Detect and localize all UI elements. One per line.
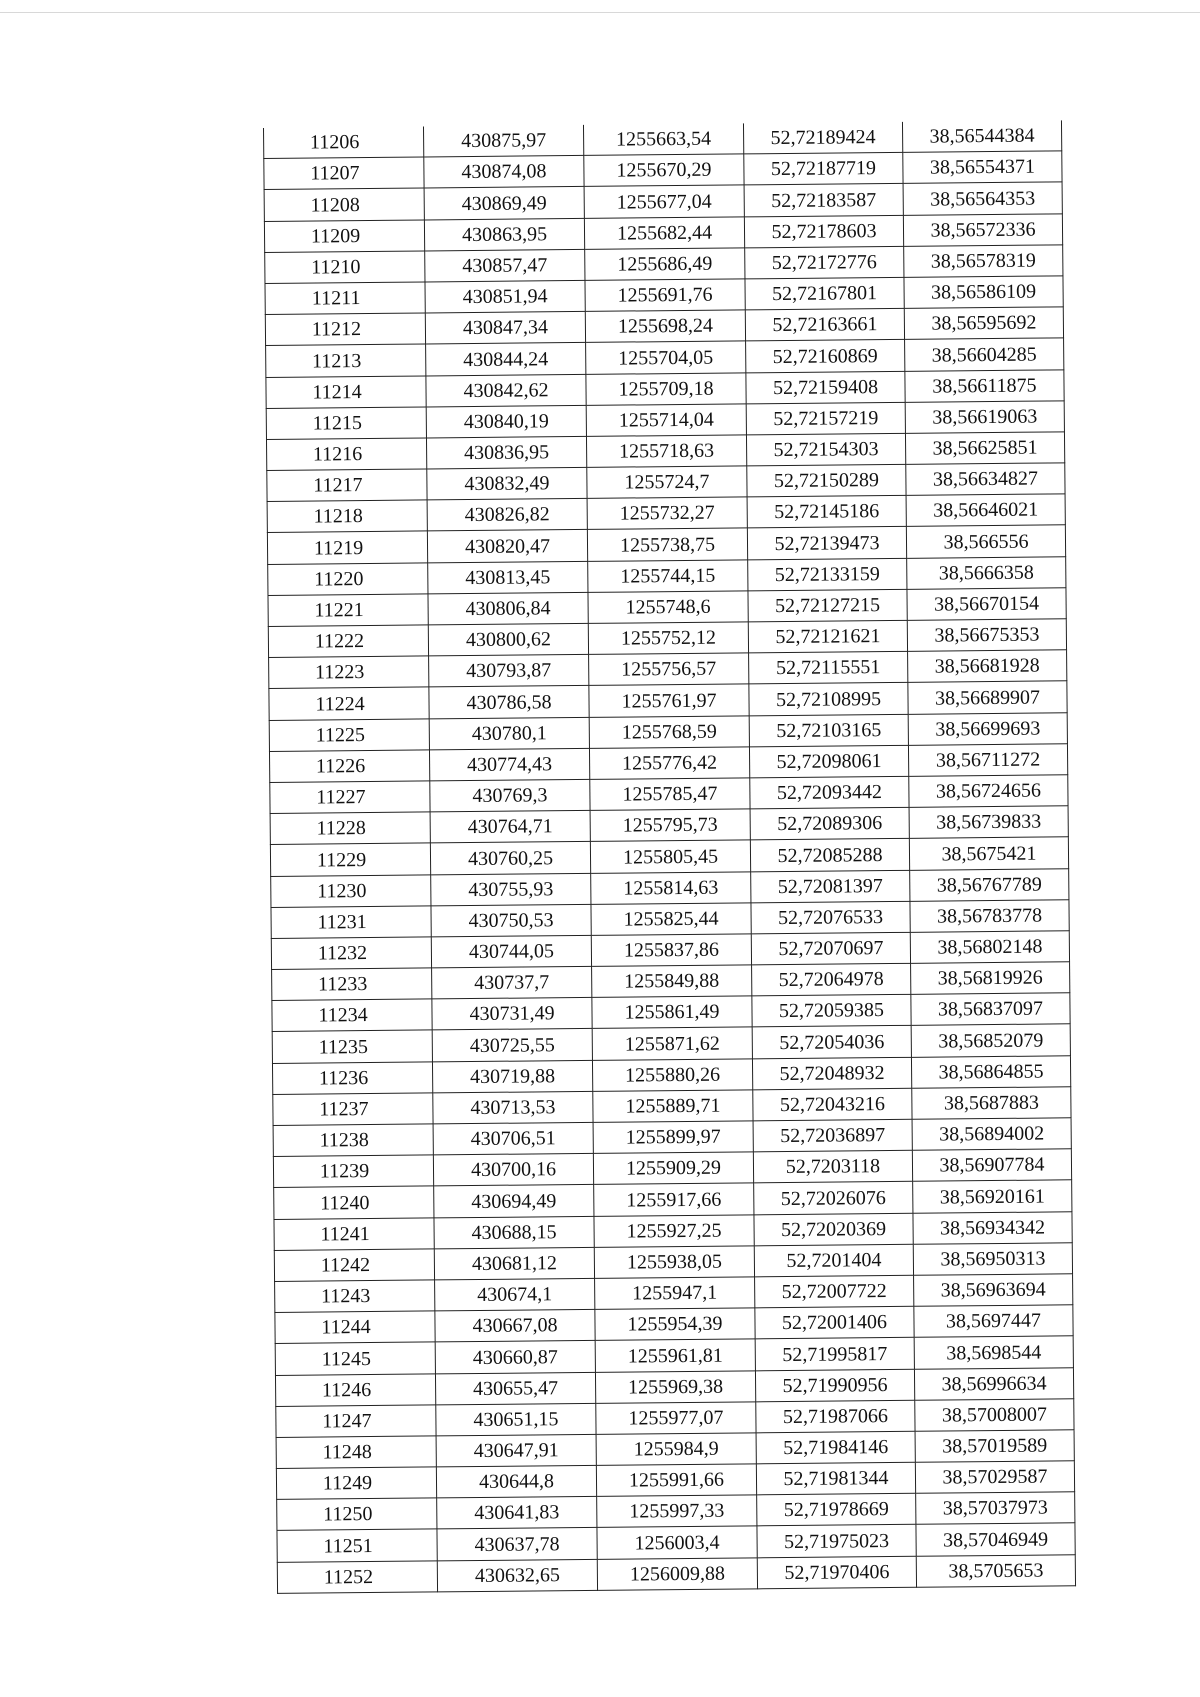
latitude-cell: 52,72133159 (748, 558, 907, 591)
y-coordinate-cell: 1255704,05 (586, 341, 746, 374)
y-coordinate-cell: 1255663,54 (583, 123, 743, 155)
latitude-cell: 52,72098061 (749, 745, 908, 778)
longitude-cell: 38,56852079 (911, 1024, 1070, 1057)
latitude-cell: 52,72127215 (748, 589, 907, 622)
y-coordinate-cell: 1255732,27 (587, 497, 747, 530)
x-coordinate-cell: 430875,97 (423, 125, 583, 157)
y-coordinate-cell: 1255849,88 (592, 965, 752, 998)
latitude-cell: 52,72026076 (754, 1182, 913, 1215)
point-number-cell: 11221 (268, 594, 428, 627)
y-coordinate-cell: 1255718,63 (586, 435, 746, 468)
x-coordinate-cell: 430755,93 (431, 873, 591, 906)
latitude-cell: 52,72159408 (746, 371, 905, 404)
y-coordinate-cell: 1255889,71 (593, 1090, 753, 1123)
y-coordinate-cell: 1255738,75 (587, 528, 747, 561)
y-coordinate-cell: 1255997,33 (597, 1495, 757, 1528)
latitude-cell: 52,72007722 (755, 1275, 914, 1308)
x-coordinate-cell: 430863,95 (424, 218, 584, 251)
x-coordinate-cell: 430725,55 (432, 1029, 592, 1062)
longitude-cell: 38,56724656 (909, 775, 1068, 808)
point-number-cell: 11230 (271, 874, 431, 907)
longitude-cell: 38,56564353 (903, 182, 1062, 215)
y-coordinate-cell: 1255814,63 (591, 871, 751, 904)
point-number-cell: 11211 (265, 282, 425, 315)
longitude-cell: 38,5697447 (914, 1305, 1073, 1338)
y-coordinate-cell: 1255917,66 (594, 1183, 754, 1216)
y-coordinate-cell: 1255698,24 (585, 310, 745, 343)
x-coordinate-cell: 430700,16 (433, 1154, 593, 1187)
y-coordinate-cell: 1255899,97 (593, 1121, 753, 1154)
longitude-cell: 38,56950313 (913, 1243, 1072, 1276)
y-coordinate-cell: 1255756,57 (589, 653, 749, 686)
longitude-cell: 38,56625851 (905, 432, 1064, 465)
point-number-cell: 11214 (266, 375, 426, 408)
y-coordinate-cell: 1255961,81 (595, 1339, 755, 1372)
x-coordinate-cell: 430786,58 (429, 686, 589, 719)
longitude-cell: 38,56864855 (911, 1055, 1070, 1088)
x-coordinate-cell: 430844,24 (426, 343, 586, 376)
x-coordinate-cell: 430760,25 (430, 842, 590, 875)
longitude-cell: 38,56837097 (911, 993, 1070, 1026)
point-number-cell: 11209 (264, 220, 424, 253)
table-row (277, 1554, 1075, 1593)
x-coordinate-cell: 430674,1 (435, 1278, 595, 1311)
x-coordinate-cell: 430688,15 (434, 1216, 594, 1249)
latitude-cell: 52,72108995 (749, 683, 908, 716)
latitude-cell: 52,72089306 (750, 807, 909, 840)
y-coordinate-cell: 1255991,66 (596, 1464, 756, 1497)
point-number-cell: 11206 (263, 126, 423, 158)
scan-edge-line (0, 12, 1200, 13)
longitude-cell: 38,56544384 (902, 120, 1061, 152)
longitude-cell: 38,56554371 (903, 151, 1062, 184)
x-coordinate-cell: 430764,71 (430, 811, 590, 844)
latitude-cell: 52,72163661 (745, 308, 904, 341)
y-coordinate-cell: 1255871,62 (592, 1027, 752, 1060)
point-number-cell: 11252 (277, 1561, 437, 1594)
y-coordinate-cell: 1255691,76 (585, 279, 745, 312)
point-number-cell: 11248 (276, 1436, 436, 1469)
longitude-cell: 38,5705653 (916, 1554, 1075, 1587)
longitude-cell: 38,56920161 (913, 1180, 1072, 1213)
longitude-cell: 38,56894002 (912, 1118, 1071, 1151)
latitude-cell: 52,72076533 (751, 901, 910, 934)
longitude-cell: 38,57046949 (916, 1523, 1075, 1556)
longitude-cell: 38,56783778 (910, 899, 1069, 932)
point-number-cell: 11238 (273, 1124, 433, 1157)
x-coordinate-cell: 430769,3 (430, 779, 590, 812)
x-coordinate-cell: 430637,78 (437, 1528, 597, 1561)
latitude-cell: 52,72145186 (747, 496, 906, 529)
latitude-cell: 52,72081397 (751, 870, 910, 903)
latitude-cell: 52,71987066 (756, 1400, 915, 1433)
longitude-cell: 38,57008007 (915, 1398, 1074, 1431)
x-coordinate-cell: 430842,62 (426, 374, 586, 407)
longitude-cell: 38,56634827 (906, 463, 1065, 496)
point-number-cell: 11220 (268, 563, 428, 596)
longitude-cell: 38,56767789 (910, 868, 1069, 901)
latitude-cell: 52,72064978 (752, 963, 911, 996)
x-coordinate-cell: 430793,87 (429, 655, 589, 688)
y-coordinate-cell: 1255984,9 (596, 1433, 756, 1466)
x-coordinate-cell: 430820,47 (427, 530, 587, 563)
x-coordinate-cell: 430806,84 (428, 592, 588, 625)
y-coordinate-cell: 1255977,07 (596, 1402, 756, 1435)
longitude-cell: 38,56963694 (914, 1274, 1073, 1307)
point-number-cell: 11235 (272, 1030, 432, 1063)
latitude-cell: 52,71984146 (756, 1431, 915, 1464)
y-coordinate-cell: 1255670,29 (584, 154, 744, 187)
x-coordinate-cell: 430857,47 (425, 249, 585, 282)
coordinates-table (263, 120, 1076, 1593)
point-number-cell: 11219 (267, 531, 427, 564)
longitude-cell: 38,56619063 (905, 401, 1064, 434)
x-coordinate-cell: 430826,82 (427, 499, 587, 532)
y-coordinate-cell: 1255825,44 (591, 903, 751, 936)
x-coordinate-cell: 430706,51 (433, 1122, 593, 1155)
latitude-cell: 52,72183587 (744, 184, 903, 217)
latitude-cell: 52,71970406 (757, 1556, 916, 1589)
point-number-cell: 11218 (267, 500, 427, 533)
longitude-cell: 38,57029587 (915, 1461, 1074, 1494)
point-number-cell: 11233 (272, 968, 432, 1001)
longitude-cell: 38,56819926 (911, 962, 1070, 995)
longitude-cell: 38,56907784 (912, 1149, 1071, 1182)
longitude-cell: 38,56675353 (907, 619, 1066, 652)
point-number-cell: 11239 (273, 1155, 433, 1188)
y-coordinate-cell: 1255752,12 (588, 622, 748, 655)
y-coordinate-cell: 1255805,45 (590, 840, 750, 873)
point-number-cell: 11240 (274, 1186, 434, 1219)
x-coordinate-cell: 430632,65 (437, 1559, 597, 1592)
x-coordinate-cell: 430851,94 (425, 280, 585, 313)
y-coordinate-cell: 1255761,97 (589, 684, 749, 717)
longitude-cell: 38,56646021 (906, 494, 1065, 527)
x-coordinate-cell: 430832,49 (427, 467, 587, 500)
longitude-cell: 38,5675421 (909, 837, 1068, 870)
longitude-cell: 38,57019589 (915, 1430, 1074, 1463)
y-coordinate-cell: 1255969,38 (595, 1370, 755, 1403)
y-coordinate-cell: 1255927,25 (594, 1214, 754, 1247)
latitude-cell: 52,72059385 (752, 995, 911, 1028)
point-number-cell: 11216 (266, 438, 426, 471)
x-coordinate-cell: 430780,1 (429, 717, 589, 750)
x-coordinate-cell: 430660,87 (435, 1341, 595, 1374)
y-coordinate-cell: 1255748,6 (588, 591, 748, 624)
latitude-cell: 52,72121621 (748, 620, 907, 653)
latitude-cell: 52,72085288 (750, 839, 909, 872)
x-coordinate-cell: 430641,83 (437, 1497, 597, 1530)
point-number-cell: 11232 (271, 937, 431, 970)
point-number-cell: 11225 (269, 718, 429, 751)
longitude-cell: 38,566556 (906, 525, 1065, 558)
point-number-cell: 11231 (271, 906, 431, 939)
x-coordinate-cell: 430800,62 (428, 623, 588, 656)
latitude-cell: 52,72043216 (753, 1088, 912, 1121)
latitude-cell: 52,72187719 (744, 153, 903, 186)
longitude-cell: 38,56611875 (905, 369, 1064, 402)
point-number-cell: 11223 (269, 656, 429, 689)
y-coordinate-cell: 1255776,42 (589, 747, 749, 780)
latitude-cell: 52,72160869 (746, 340, 905, 373)
point-number-cell: 11222 (268, 625, 428, 658)
longitude-cell: 38,5687883 (912, 1087, 1071, 1120)
coordinates-table-body (263, 120, 1075, 1593)
longitude-cell: 38,56586109 (904, 276, 1063, 309)
y-coordinate-cell: 1255686,49 (585, 248, 745, 281)
longitude-cell: 38,56670154 (907, 588, 1066, 621)
longitude-cell: 38,56699693 (908, 712, 1067, 745)
point-number-cell: 11245 (275, 1342, 435, 1375)
latitude-cell: 52,72054036 (752, 1026, 911, 1059)
latitude-cell: 52,72036897 (753, 1119, 912, 1152)
y-coordinate-cell: 1255744,15 (588, 559, 748, 592)
latitude-cell: 52,72150289 (747, 464, 906, 497)
point-number-cell: 11212 (265, 313, 425, 346)
longitude-cell: 38,56996634 (914, 1367, 1073, 1400)
longitude-cell: 38,56711272 (908, 744, 1067, 777)
y-coordinate-cell: 1255947,1 (595, 1277, 755, 1310)
longitude-cell: 38,56739833 (909, 806, 1068, 839)
x-coordinate-cell: 430836,95 (426, 436, 586, 469)
latitude-cell: 52,7201404 (754, 1244, 913, 1277)
point-number-cell: 11247 (276, 1405, 436, 1438)
y-coordinate-cell: 1255724,7 (587, 466, 747, 499)
latitude-cell: 52,72189424 (743, 122, 902, 154)
longitude-cell: 38,56578319 (904, 245, 1063, 278)
latitude-cell: 52,72139473 (747, 527, 906, 560)
latitude-cell: 52,71995817 (755, 1338, 914, 1371)
point-number-cell: 11207 (264, 157, 424, 190)
latitude-cell: 52,71978669 (757, 1494, 916, 1527)
point-number-cell: 11237 (273, 1093, 433, 1126)
y-coordinate-cell: 1256003,4 (597, 1526, 757, 1559)
y-coordinate-cell: 1255954,39 (595, 1308, 755, 1341)
longitude-cell: 38,56572336 (903, 213, 1062, 246)
point-number-cell: 11250 (277, 1498, 437, 1531)
longitude-cell: 38,56681928 (908, 650, 1067, 683)
latitude-cell: 52,72103165 (749, 714, 908, 747)
x-coordinate-cell: 430694,49 (434, 1185, 594, 1218)
y-coordinate-cell: 1255677,04 (584, 185, 744, 218)
latitude-cell: 52,71981344 (756, 1462, 915, 1495)
y-coordinate-cell: 1255714,04 (586, 404, 746, 437)
x-coordinate-cell: 430681,12 (434, 1247, 594, 1280)
latitude-cell: 52,72001406 (755, 1306, 914, 1339)
point-number-cell: 11208 (264, 188, 424, 221)
latitude-cell: 52,7203118 (753, 1151, 912, 1184)
y-coordinate-cell: 1255837,86 (591, 934, 751, 967)
point-number-cell: 11249 (276, 1467, 436, 1500)
x-coordinate-cell: 430719,88 (432, 1060, 592, 1093)
latitude-cell: 52,72178603 (744, 215, 903, 248)
y-coordinate-cell: 1255709,18 (586, 372, 746, 405)
longitude-cell: 38,56934342 (913, 1211, 1072, 1244)
latitude-cell: 52,72157219 (746, 402, 905, 435)
x-coordinate-cell: 430744,05 (431, 935, 591, 968)
longitude-cell: 38,56595692 (904, 307, 1063, 340)
latitude-cell: 52,72020369 (754, 1213, 913, 1246)
point-number-cell: 11213 (266, 344, 426, 377)
y-coordinate-cell: 1255861,49 (592, 996, 752, 1029)
point-number-cell: 11236 (272, 1062, 432, 1095)
latitude-cell: 52,72093442 (750, 776, 909, 809)
latitude-cell: 52,72070697 (751, 932, 910, 965)
point-number-cell: 11210 (265, 251, 425, 284)
longitude-cell: 38,56689907 (908, 681, 1067, 714)
longitude-cell: 38,57037973 (916, 1492, 1075, 1525)
point-number-cell: 11226 (269, 750, 429, 783)
point-number-cell: 11229 (270, 843, 430, 876)
x-coordinate-cell: 430667,08 (435, 1309, 595, 1342)
latitude-cell: 52,72154303 (746, 433, 905, 466)
x-coordinate-cell: 430647,91 (436, 1434, 596, 1467)
y-coordinate-cell: 1255938,05 (594, 1246, 754, 1279)
y-coordinate-cell: 1255795,73 (590, 809, 750, 842)
point-number-cell: 11217 (267, 469, 427, 502)
point-number-cell: 11224 (269, 687, 429, 720)
x-coordinate-cell: 430847,34 (425, 312, 585, 345)
longitude-cell: 38,56802148 (910, 931, 1069, 964)
point-number-cell: 11246 (275, 1373, 435, 1406)
latitude-cell: 52,72172776 (745, 246, 904, 279)
x-coordinate-cell: 430644,8 (436, 1465, 596, 1498)
longitude-cell: 38,5698544 (914, 1336, 1073, 1369)
y-coordinate-cell: 1256009,88 (597, 1557, 757, 1590)
longitude-cell: 38,56604285 (905, 338, 1064, 371)
point-number-cell: 11228 (270, 812, 430, 845)
x-coordinate-cell: 430655,47 (435, 1372, 595, 1405)
point-number-cell: 11241 (274, 1217, 434, 1250)
y-coordinate-cell: 1255785,47 (590, 778, 750, 811)
latitude-cell: 52,71975023 (757, 1525, 916, 1558)
x-coordinate-cell: 430840,19 (426, 405, 586, 438)
point-number-cell: 11215 (266, 407, 426, 440)
point-number-cell: 11242 (274, 1249, 434, 1282)
point-number-cell: 11227 (270, 781, 430, 814)
x-coordinate-cell: 430737,7 (432, 966, 592, 999)
point-number-cell: 11243 (275, 1280, 435, 1313)
x-coordinate-cell: 430774,43 (429, 748, 589, 781)
x-coordinate-cell: 430713,53 (433, 1091, 593, 1124)
x-coordinate-cell: 430874,08 (424, 156, 584, 189)
latitude-cell: 52,72115551 (749, 652, 908, 685)
longitude-cell: 38,5666358 (907, 556, 1066, 589)
x-coordinate-cell: 430651,15 (436, 1403, 596, 1436)
y-coordinate-cell: 1255880,26 (592, 1058, 752, 1091)
coordinates-table-container (263, 120, 1076, 1593)
y-coordinate-cell: 1255682,44 (584, 216, 744, 249)
point-number-cell: 11244 (275, 1311, 435, 1344)
point-number-cell: 11251 (277, 1529, 437, 1562)
x-coordinate-cell: 430750,53 (431, 904, 591, 937)
x-coordinate-cell: 430869,49 (424, 187, 584, 220)
y-coordinate-cell: 1255768,59 (589, 715, 749, 748)
latitude-cell: 52,71990956 (755, 1369, 914, 1402)
latitude-cell: 52,72167801 (745, 277, 904, 310)
x-coordinate-cell: 430813,45 (428, 561, 588, 594)
latitude-cell: 52,72048932 (752, 1057, 911, 1090)
point-number-cell: 11234 (272, 999, 432, 1032)
y-coordinate-cell: 1255909,29 (593, 1152, 753, 1185)
x-coordinate-cell: 430731,49 (432, 998, 592, 1031)
